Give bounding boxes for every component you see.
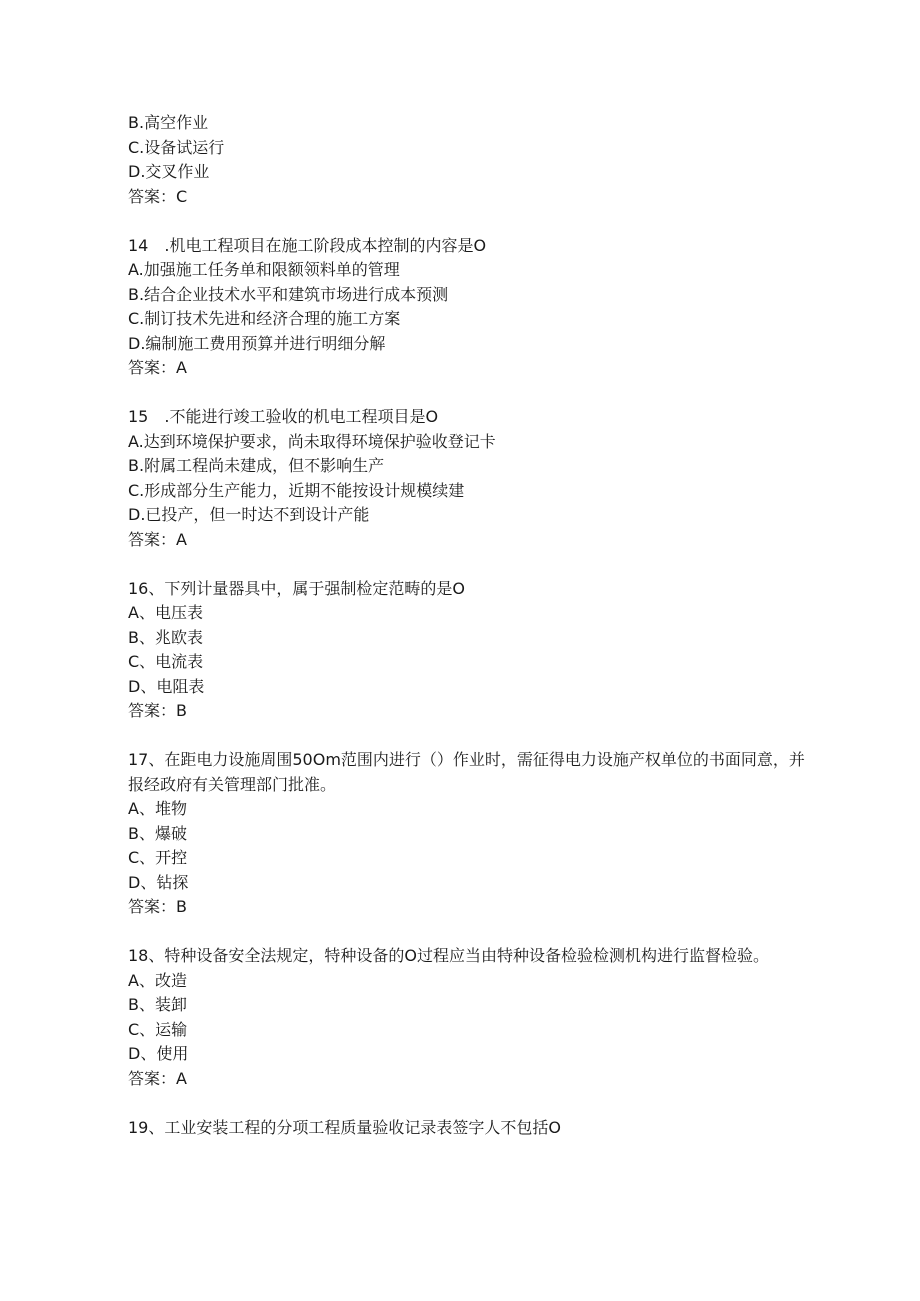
question-13-fragment	[128, 111, 808, 209]
option-c: C、运输	[128, 1019, 188, 1039]
option-c: C.设备试运行	[128, 137, 225, 157]
option-c: C.制订技术先进和经济合理的施工方案	[128, 309, 401, 328]
option-b: B、装卸	[128, 995, 187, 1014]
question-16	[128, 577, 808, 724]
option-b: B.结合企业技术水平和建筑市场进行成本预测	[128, 284, 449, 304]
option-a: A、电压表	[128, 603, 203, 622]
option-a: A、改造	[128, 970, 187, 990]
option-d: D、钻探	[128, 872, 189, 892]
option-d: D.已投产，但一时达不到设计产能	[128, 505, 370, 524]
spacer	[128, 552, 808, 577]
option-b: B.高空作业	[128, 113, 209, 132]
option-a: A.达到环境保护要求，尚未取得环境保护验收登记卡	[128, 431, 496, 451]
option-c: C、电流表	[128, 652, 204, 671]
question-18	[128, 944, 808, 1091]
option-b: B.附属工程尚未建成，但不影响生产	[128, 456, 385, 475]
option-a: A、堆物	[128, 799, 187, 818]
question-stem: 17、在距电力设施周围50Om范围内进行（）作业时，需征得电力设施产权单位的书面同意，并报经政府有关管理部门批准。	[128, 750, 805, 794]
answer: 答案：A	[128, 529, 187, 549]
question-stem: 19、工业安装工程的分项工程质量验收记录表签字人不包括O	[128, 1117, 561, 1137]
question-14	[128, 234, 808, 381]
answer: 答案：A	[128, 1068, 187, 1088]
option-d: D、电阻表	[128, 676, 205, 696]
answer: 答案：A	[128, 358, 187, 377]
spacer	[128, 1091, 808, 1116]
option-a: A.加强施工任务单和限额领料单的管理	[128, 260, 400, 279]
question-stem: 18、特种设备安全法规定，特种设备的O过程应当由特种设备检验检测机构进行监督检验。	[128, 946, 769, 965]
question-stem: 14 .机电工程项目在施工阶段成本控制的内容是O	[128, 235, 487, 255]
spacer	[128, 920, 808, 945]
question-19	[128, 1116, 808, 1141]
answer: 答案：B	[128, 701, 187, 720]
answer: 答案：C	[128, 186, 188, 206]
option-c: C.形成部分生产能力，近期不能按设计规模续建	[128, 480, 465, 500]
answer: 答案：B	[128, 897, 187, 916]
option-b: B、爆破	[128, 823, 187, 843]
option-c: C、开控	[128, 848, 188, 867]
spacer	[128, 724, 808, 749]
spacer	[128, 209, 808, 234]
question-stem: 16、下列计量器具中，属于强制检定范畴的是O	[128, 578, 465, 598]
document-page	[128, 111, 808, 1140]
spacer	[128, 381, 808, 406]
option-b: B、兆欧表	[128, 627, 203, 647]
option-d: D、使用	[128, 1044, 189, 1063]
question-15	[128, 405, 808, 552]
question-stem: 15 .不能进行竣工验收的机电工程项目是O	[128, 407, 439, 426]
option-d: D.编制施工费用预算并进行明细分解	[128, 333, 386, 353]
question-17	[128, 748, 808, 920]
option-d: D.交叉作业	[128, 162, 210, 181]
